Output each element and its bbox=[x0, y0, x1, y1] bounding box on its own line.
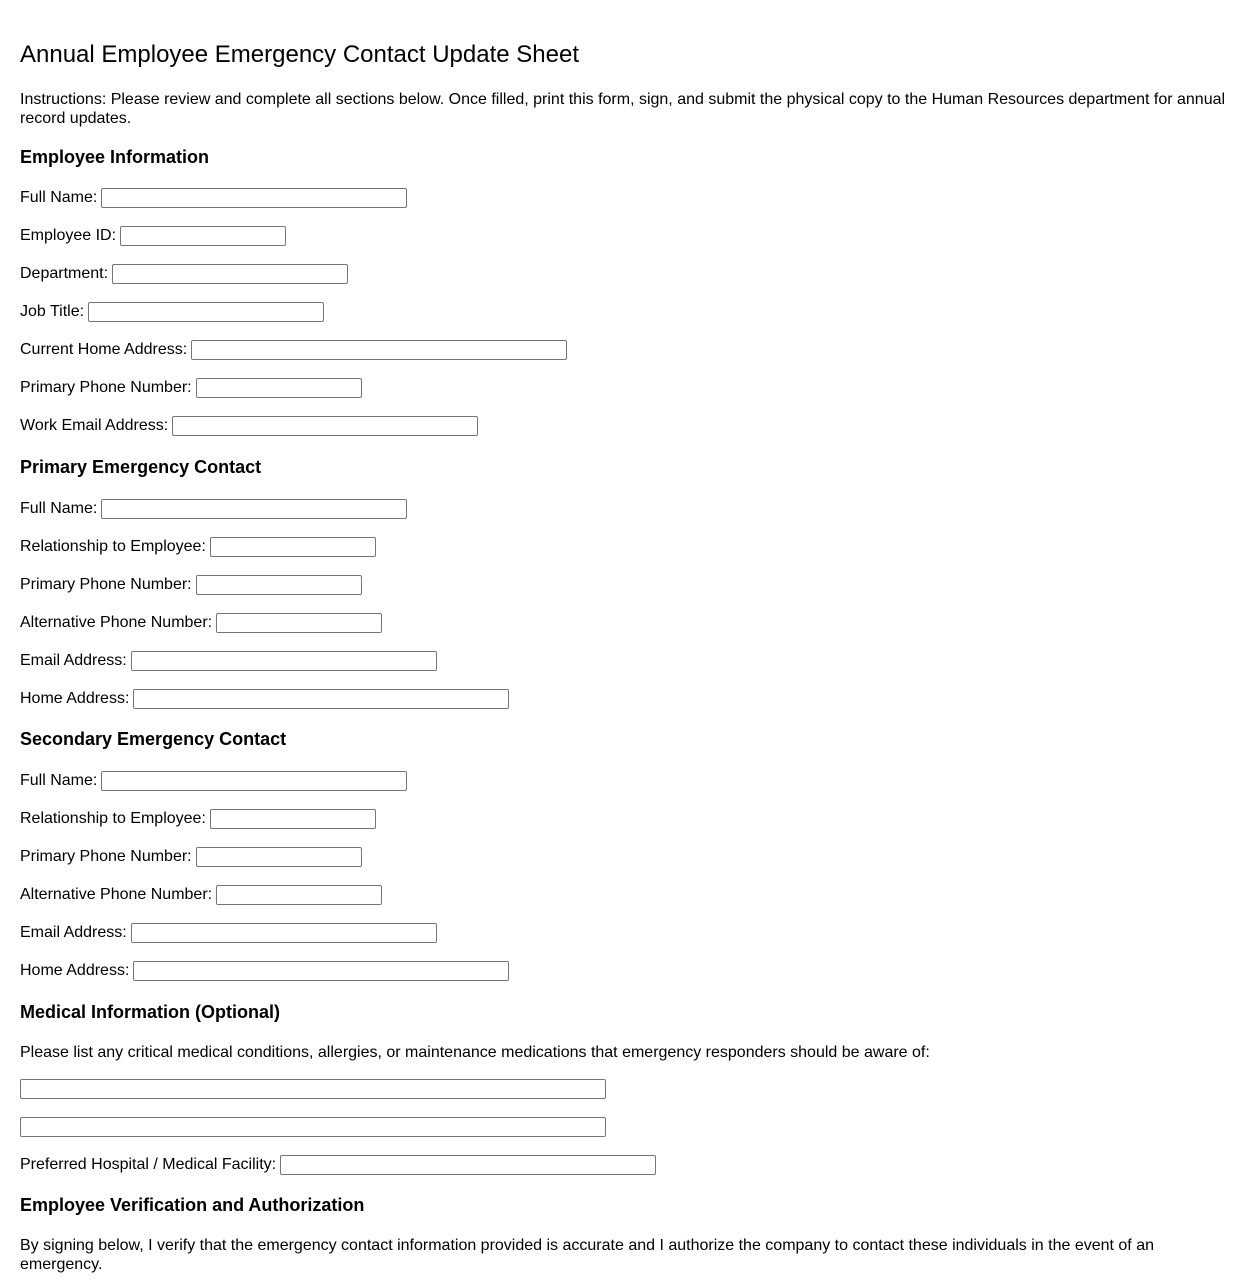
secondary-alt-phone-row bbox=[20, 884, 382, 906]
secondary-full-name-label: Full Name: bbox=[20, 772, 98, 789]
secondary-home-address-input[interactable] bbox=[133, 961, 509, 981]
secondary-alt-phone-input[interactable] bbox=[216, 885, 382, 905]
employee-home-address-row bbox=[20, 339, 567, 361]
section-heading-secondary-contact: Secondary Emergency Contact bbox=[20, 729, 287, 749]
primary-email-row bbox=[20, 650, 437, 672]
medical-line-1-row bbox=[20, 1078, 606, 1100]
primary-phone-row bbox=[20, 574, 362, 596]
employee-phone-row bbox=[20, 377, 362, 399]
hospital-input[interactable] bbox=[280, 1155, 656, 1175]
primary-email-label: Email Address: bbox=[20, 652, 127, 669]
medical-line-2-row bbox=[20, 1116, 606, 1138]
section-heading-employee: Employee Information bbox=[20, 147, 210, 167]
secondary-relationship-row bbox=[20, 808, 376, 830]
primary-email-input[interactable] bbox=[131, 651, 437, 671]
secondary-email-label: Email Address: bbox=[20, 924, 127, 941]
primary-relationship-input[interactable] bbox=[210, 537, 376, 557]
primary-home-address-row bbox=[20, 688, 509, 710]
employee-home-address-input[interactable] bbox=[191, 340, 567, 360]
primary-relationship-row bbox=[20, 536, 376, 558]
employee-phone-input[interactable] bbox=[196, 378, 362, 398]
employee-home-address-label: Current Home Address: bbox=[20, 341, 188, 358]
primary-phone-label: Primary Phone Number: bbox=[20, 576, 192, 593]
page-title: Annual Employee Emergency Contact Update Sheet bbox=[20, 41, 579, 68]
employee-full-name-input[interactable] bbox=[101, 188, 407, 208]
primary-home-address-input[interactable] bbox=[133, 689, 509, 709]
employee-id-label: Employee ID: bbox=[20, 227, 117, 244]
primary-alt-phone-label: Alternative Phone Number: bbox=[20, 614, 213, 631]
hospital-label: Preferred Hospital / Medical Facility: bbox=[20, 1156, 277, 1173]
employee-full-name-label: Full Name: bbox=[20, 189, 98, 206]
secondary-home-address-label: Home Address: bbox=[20, 962, 130, 979]
employee-id-input[interactable] bbox=[120, 226, 286, 246]
medical-info-line-2-input[interactable] bbox=[20, 1117, 606, 1137]
secondary-phone-label: Primary Phone Number: bbox=[20, 848, 192, 865]
section-heading-medical: Medical Information (Optional) bbox=[20, 1002, 280, 1022]
primary-full-name-row bbox=[20, 498, 407, 520]
work-email-label: Work Email Address: bbox=[20, 417, 169, 434]
secondary-relationship-label: Relationship to Employee: bbox=[20, 810, 206, 827]
secondary-full-name-input[interactable] bbox=[101, 771, 407, 791]
medical-info-line-1-input[interactable] bbox=[20, 1079, 606, 1099]
employee-id-row bbox=[20, 225, 286, 247]
department-row bbox=[20, 263, 348, 285]
job-title-row bbox=[20, 301, 324, 323]
job-title-input[interactable] bbox=[88, 302, 324, 322]
secondary-alt-phone-label: Alternative Phone Number: bbox=[20, 886, 213, 903]
secondary-email-input[interactable] bbox=[131, 923, 437, 943]
secondary-phone-input[interactable] bbox=[196, 847, 362, 867]
employee-full-name-row bbox=[20, 187, 407, 209]
primary-full-name-label: Full Name: bbox=[20, 500, 98, 517]
department-input[interactable] bbox=[112, 264, 348, 284]
secondary-home-address-row bbox=[20, 960, 509, 982]
primary-alt-phone-input[interactable] bbox=[216, 613, 382, 633]
primary-home-address-label: Home Address: bbox=[20, 690, 130, 707]
primary-full-name-input[interactable] bbox=[101, 499, 407, 519]
secondary-relationship-input[interactable] bbox=[210, 809, 376, 829]
section-heading-verification: Employee Verification and Authorization bbox=[20, 1195, 365, 1215]
hospital-row bbox=[20, 1154, 656, 1176]
medical-prompt: Please list any critical medical conditions, allergies, or maintenance medications that emergency responders should be aware of: bbox=[20, 1044, 930, 1061]
secondary-full-name-row bbox=[20, 770, 407, 792]
work-email-row bbox=[20, 415, 478, 437]
employee-phone-label: Primary Phone Number: bbox=[20, 379, 192, 396]
primary-alt-phone-row bbox=[20, 612, 382, 634]
primary-relationship-label: Relationship to Employee: bbox=[20, 538, 206, 555]
secondary-email-row bbox=[20, 922, 437, 944]
verification-text: By signing below, I verify that the emergency contact information provided is accurate and I authorize the company to contact these individuals in the event of an emergency. bbox=[20, 1237, 1154, 1273]
work-email-input[interactable] bbox=[172, 416, 478, 436]
department-label: Department: bbox=[20, 265, 109, 282]
primary-phone-input[interactable] bbox=[196, 575, 362, 595]
secondary-phone-row bbox=[20, 846, 362, 868]
instructions: Instructions: Please review and complete all sections below. Once filled, print this form, sign, and submit the physical copy to the Human Resources department for annual record updates. bbox=[20, 91, 1226, 127]
section-heading-primary-contact: Primary Emergency Contact bbox=[20, 457, 262, 477]
job-title-label: Job Title: bbox=[20, 303, 85, 320]
